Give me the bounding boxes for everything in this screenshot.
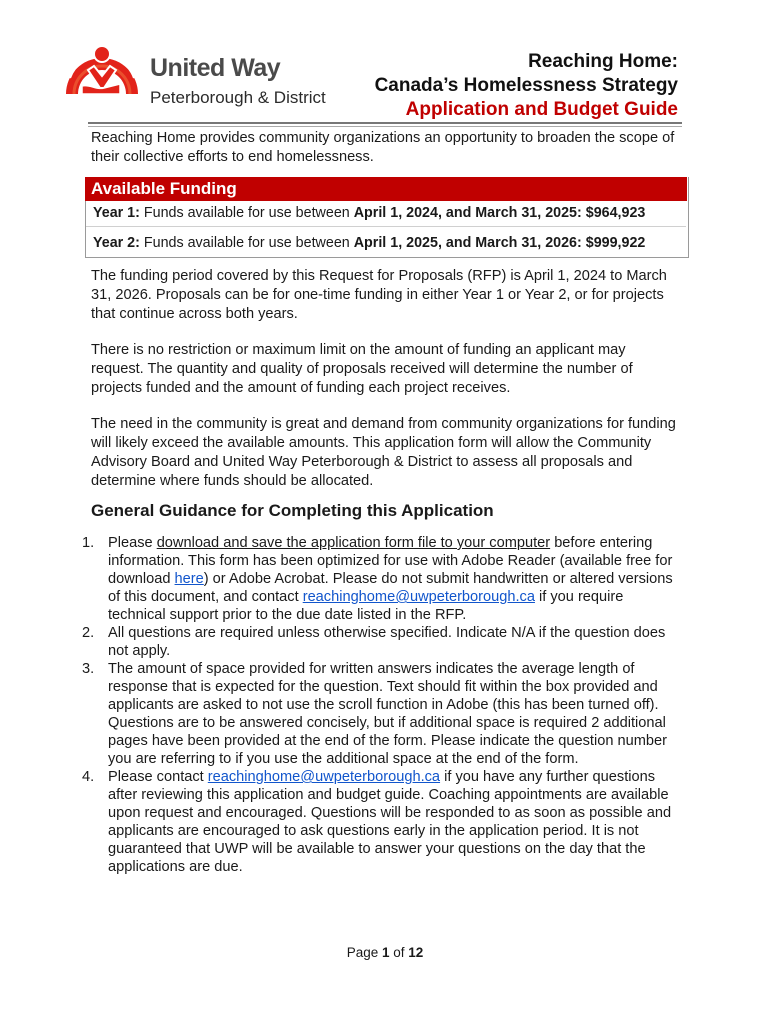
item-text: Please contact <box>108 769 208 785</box>
download-instruction: download and save the application form file to your computer <box>156 535 551 551</box>
list-number: 3. <box>82 661 95 677</box>
org-name: United Way <box>150 54 281 82</box>
total-pages: 12 <box>408 945 424 960</box>
item-text: All questions are required unless otherwise specified. Indicate N/A if the question does not apply. <box>108 625 666 659</box>
united-way-logo-icon <box>60 24 144 108</box>
funding-row-text: Funds available for use between <box>139 235 354 251</box>
funding-row-label: Year 1: <box>93 205 140 221</box>
contact-email-link[interactable]: reachinghome@uwpeterborough.ca <box>207 769 441 785</box>
funding-row-text: Funds available for use between <box>139 205 354 221</box>
page-number <box>0 944 770 962</box>
list-number: 4. <box>82 769 95 785</box>
support-email-link[interactable]: reachinghome@uwpeterborough.ca <box>302 589 535 605</box>
list-item <box>82 768 682 876</box>
guidance-list <box>82 534 682 876</box>
item-text: ) or Adobe Acrobat. Please do not submit handwritten or altered versions of this document, and contact <box>108 571 673 605</box>
community-need-paragraph: The need in the community is great and demand from community organizations for funding will likely exceed the available amounts. This application form will allow the Community Advisory Board and United Way Peterborough & District to assess all proposals and determine where funds should be allocated. <box>91 416 676 489</box>
funding-row-year-2 <box>93 234 645 252</box>
item-text: The amount of space provided for written answers indicates the average length of response that is expected for the question. Text should fit within the box provided and applicants are asked to not use the scroll function in Adobe (this has been turned off). Questions are to be answered concisely, but if additional space is required 2 additional pages have been provided at the end of the form. Please indicate the question number you are referring to if you use the additional space at the end of the form. <box>108 661 667 767</box>
guidance-heading: General Guidance for Completing this Application <box>91 501 494 520</box>
of-word: of <box>389 945 409 960</box>
funding-row-year-1 <box>93 204 645 222</box>
united-way-logo <box>60 24 350 108</box>
list-item <box>82 624 682 660</box>
funding-period-paragraph: The funding period covered by this Request for Proposals (RFP) is April 1, 2024 to March 31, 2026. Proposals can be for one-time funding in either Year 1 or Year 2, or for projects that continue across both years. <box>91 268 667 322</box>
item-text: if you require technical support prior to the due date listed in the RFP. <box>108 589 624 623</box>
funding-heading: Available Funding <box>85 177 687 201</box>
title-line-1: Reaching Home: <box>528 51 678 72</box>
item-text: Please <box>108 535 157 551</box>
intro-paragraph: Reaching Home provides community organizations an opportunity to broaden the scope of their collective efforts to end homelessness. <box>91 130 675 165</box>
item-text: before entering information. This form has been optimized for use with Adobe Reader (available free for download <box>108 535 673 587</box>
item-text: if you have any further questions after reviewing this application and budget guide. Coaching appointments are available upon request and encouraged. Questions will be responded to as soon as possible and applicants are encouraged to ask questions early in the application period. It is not guaranteed that UWP will be available to answer your questions on the day that the applications are due. <box>108 769 672 875</box>
funding-row-period: April 1, 2025, and March 31, 2026: $999,922 <box>353 235 646 251</box>
list-item <box>82 534 682 624</box>
header-divider-thin <box>88 126 682 127</box>
document-title <box>375 50 678 122</box>
list-number: 1. <box>82 535 95 551</box>
adobe-reader-download-link[interactable]: here <box>174 571 204 587</box>
org-subtitle: Peterborough & District <box>150 88 326 107</box>
list-number: 2. <box>82 625 95 641</box>
funding-row-period: April 1, 2024, and March 31, 2025: $964,923 <box>353 205 646 221</box>
list-item <box>82 660 682 768</box>
page-word: Page <box>346 945 382 960</box>
title-line-3: Application and Budget Guide <box>405 99 678 120</box>
funding-limit-paragraph: There is no restriction or maximum limit on the amount of funding an applicant may request. The quantity and quality of proposals received will determine the number of projects funded and the amount of funding each project receives. <box>91 342 633 396</box>
funding-row-label: Year 2: <box>93 235 140 251</box>
title-line-2: Canada’s Homelessness Strategy <box>374 75 678 96</box>
header-divider <box>88 122 682 124</box>
funding-row-divider <box>86 226 686 227</box>
current-page: 1 <box>381 945 390 960</box>
